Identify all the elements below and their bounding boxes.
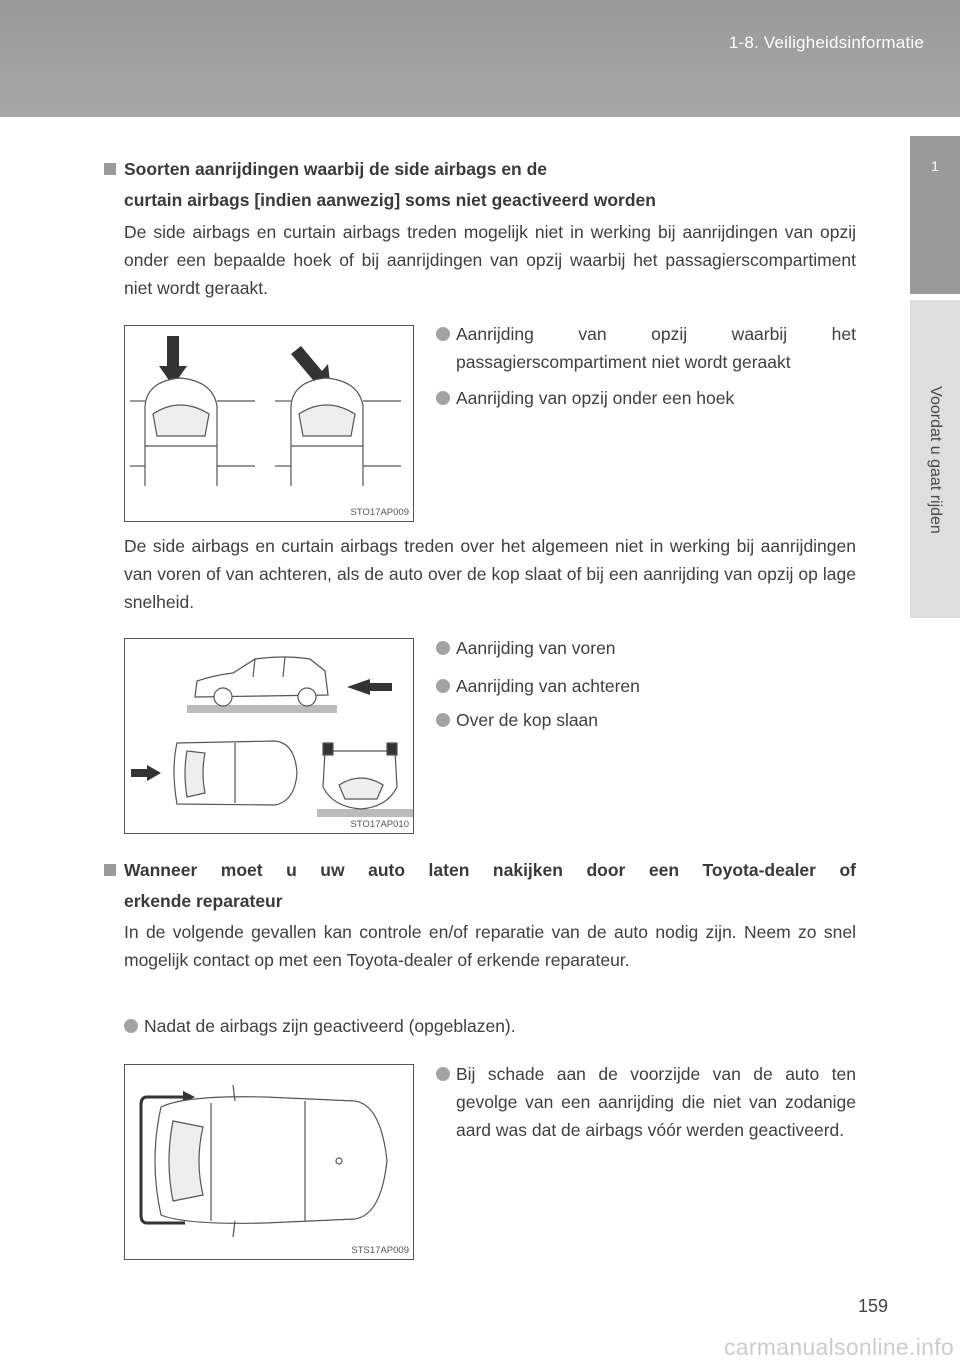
heading-line-2: erkende reparateur [124,891,283,911]
ground-surface [317,809,413,817]
figure-side-impact [124,325,414,522]
bullet-rollover: Over de kop slaan [436,706,856,734]
page-number: 159 [857,1296,888,1316]
side-impact-illustration [125,326,413,521]
section-heading-dealer-inspection [104,855,856,917]
bullet-not-passenger-compartment: Aanrijding van opzij waarbij het passagierscompartiment niet wordt geraakt [436,320,856,376]
bullet-airbags-activated: Nadat de airbags zijn geactiveerd (opgeblazen). [124,1012,856,1040]
bullet-dot-icon [436,1067,450,1081]
figure-code: STO17AP009 [350,507,409,518]
bullet-angled-impact: Aanrijding van opzij onder een hoek [436,384,856,412]
front-rear-rollover-illustration [125,639,413,833]
figure-front-damage [124,1064,414,1260]
bullet-front-damage: Bij schade aan de voorzijde van de auto ten gevolge van een aanrijding die niet van zodanige aard was dat de airbags vóór werden geactiveerd. [436,1060,856,1144]
section-title: 1-8. Veiligheidsinformatie [728,33,924,52]
front-damage-illustration [125,1065,413,1259]
figure-code: STO17AP010 [350,819,409,830]
heading-line-1: Soorten aanrijdingen waarbij de side airbags en de [124,159,548,179]
page-header [0,0,960,117]
chapter-tab [910,136,960,294]
paragraph-front-rear-collisions: De side airbags en curtain airbags treden over het algemeen niet in werking bij aanrijdingen van voren of van achteren, als de auto over de kop slaat of bij een aanrijding van opzij op lage snelheid. [124,536,856,612]
paragraph-inspection-needed: In de volgende gevallen kan controle en/of reparatie van de auto nodig zijn. Neem zo snel mogelijk contact op met een Toyota-dealer of erkende reparateur. [124,922,856,970]
front-arrow-icon [347,679,392,695]
heading-line-1: Wanneer moet u uw auto laten nakijken door een Toyota-dealer of [124,860,856,880]
heading-square-icon [104,864,116,876]
road-surface [187,705,337,713]
bullet-dot-icon [436,391,450,405]
rear-arrow-icon [131,765,161,781]
watermark: carmanualsonline.info [723,1334,954,1360]
bullet-rear-collision: Aanrijding van achteren [436,672,856,700]
bullet-dot-icon [436,679,450,693]
heading-line-2: curtain airbags [indien aanwezig] soms niet geactiveerd worden [124,190,656,210]
section-heading-side-airbags [104,154,856,216]
bullet-dot-icon [436,327,450,341]
chapter-number: 1 [931,158,939,174]
bullet-front-collision: Aanrijding van voren [436,634,856,662]
chapter-label: Voordat u gaat rijden [927,386,944,534]
bullet-dot-icon [436,641,450,655]
heading-square-icon [104,163,116,175]
bullet-dot-icon [436,713,450,727]
bullet-dot-icon [124,1019,138,1033]
figure-code: STS17AP009 [351,1245,409,1256]
paragraph-side-collisions: De side airbags en curtain airbags treden mogelijk niet in werking bij aanrijdingen van opzij onder een bepaalde hoek of bij aanrijdingen van opzij waarbij het passagierscompartiment niet wordt geraakt. [124,222,856,298]
figure-front-rear-rollover [124,638,414,834]
